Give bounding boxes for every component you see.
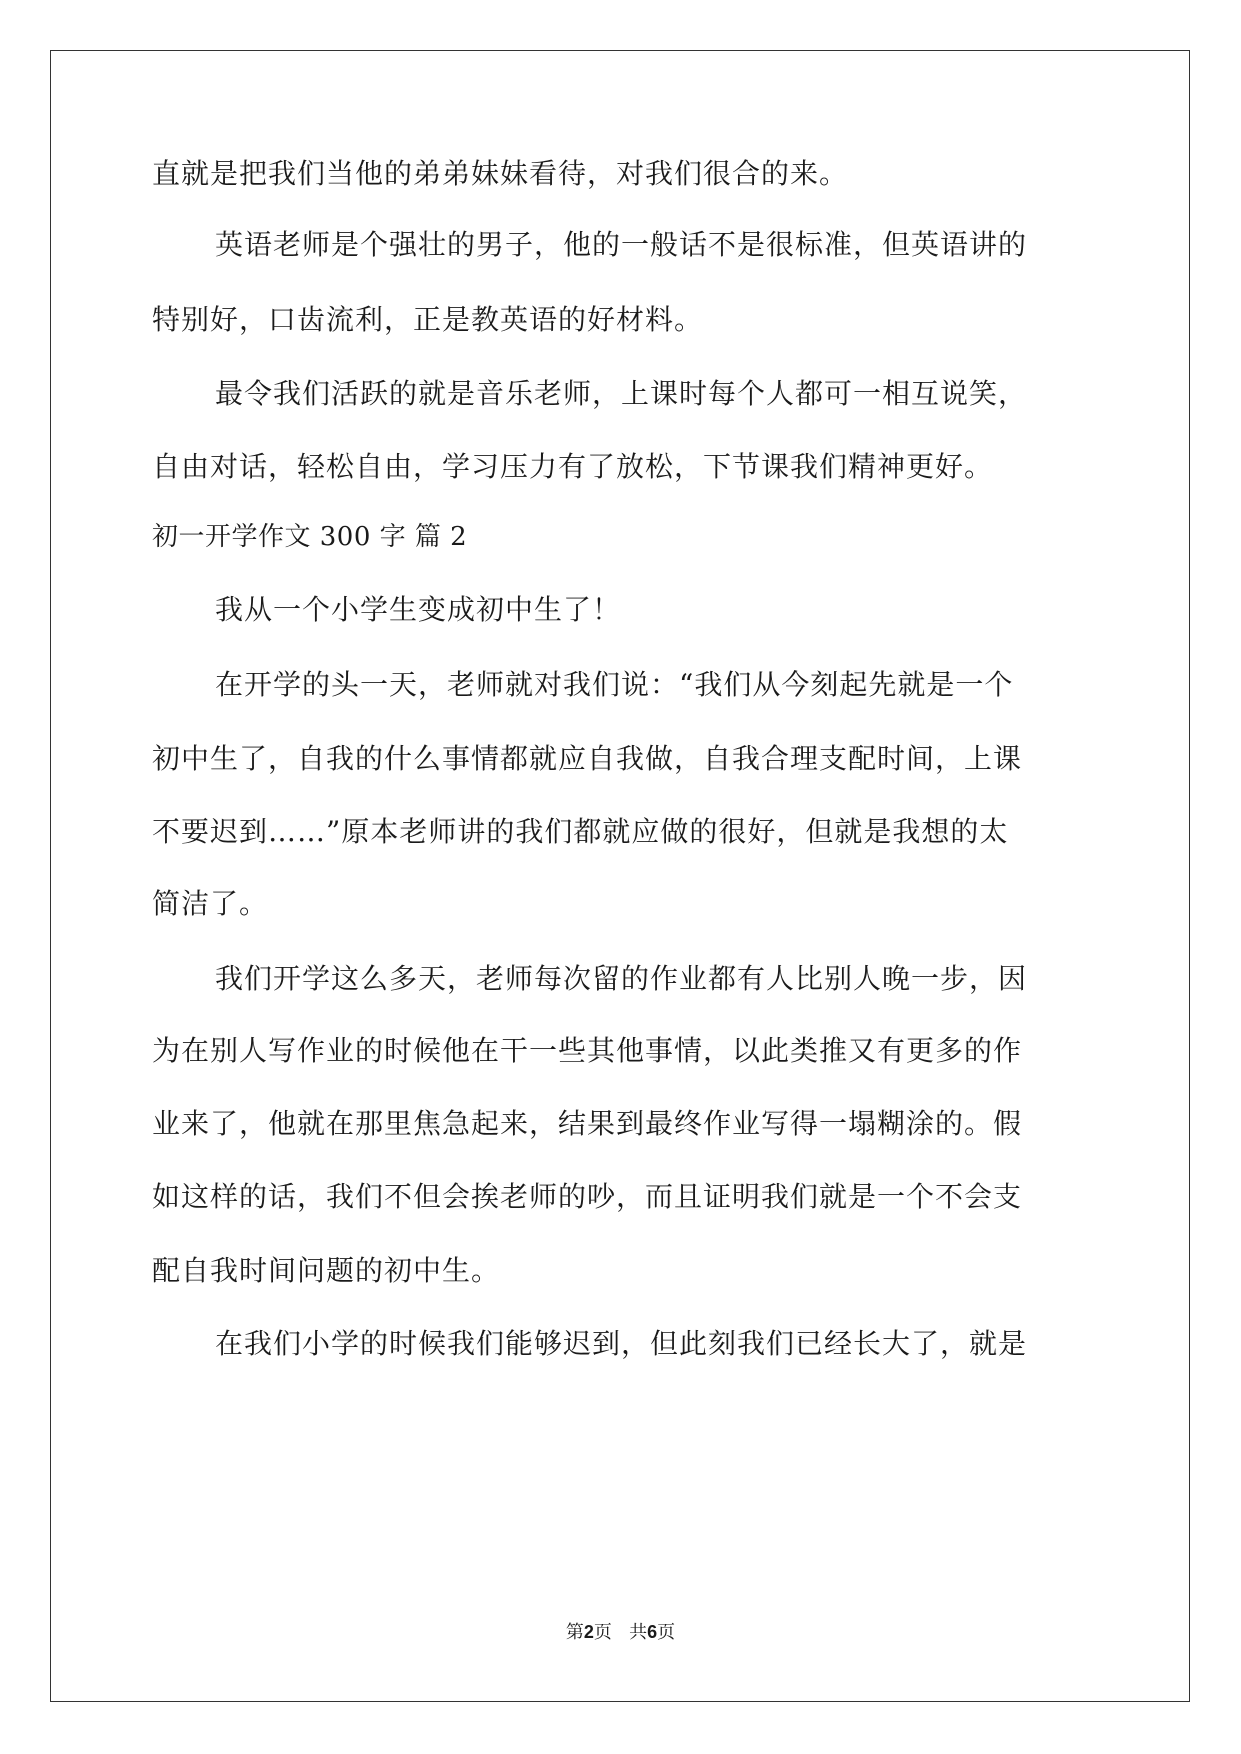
page-border (50, 50, 1190, 1702)
footer-prefix: 第 (565, 1622, 584, 1643)
section-heading: 初一开学作文 300 字 篇 2 (152, 522, 468, 552)
text-line: 我从一个小学生变成初中生了！ (215, 593, 622, 626)
text-line: 特别好，口齿流利，正是教英语的好材料。 (152, 303, 704, 336)
total-page-count: 6 (647, 1622, 658, 1642)
text-line: 为在别人写作业的时候他在干一些其他事情，以此类推又有更多的作 (152, 1034, 1023, 1067)
text-line: 不要迟到……”原本老师讲的我们都就应做的很好，但就是我想的太 (152, 815, 1009, 848)
text-line: 如这样的话，我们不但会挨老师的吵，而且证明我们就是一个不会支 (152, 1180, 1023, 1213)
text-line: 自由对话，轻松自由，学习压力有了放松，下节课我们精神更好。 (152, 450, 994, 483)
text-line: 初中生了，自我的什么事情都就应自我做，自我合理支配时间，上课 (152, 742, 1023, 775)
text-line: 最令我们活跃的就是音乐老师，上课时每个人都可一相互说笑， (215, 377, 1028, 410)
text-line: 业来了，他就在那里焦急起来，结果到最终作业写得一塌糊涂的。假 (152, 1107, 1023, 1140)
footer-middle: 页 共 (593, 1622, 648, 1643)
text-line: 我们开学这么多天，老师每次留的作业都有人比别人晚一步，因 (215, 962, 1028, 995)
text-line: 简洁了。 (152, 887, 269, 920)
text-line: 在开学的头一天，老师就对我们说：“我们从今刻起先就是一个 (215, 668, 1014, 701)
text-line: 直就是把我们当他的弟弟妹妹看待，对我们很合的来。 (152, 157, 849, 190)
text-line: 英语老师是个强壮的男子，他的一般话不是很标准，但英语讲的 (215, 228, 1028, 261)
footer-suffix: 页 (657, 1622, 676, 1643)
text-line: 在我们小学的时候我们能够迟到，但此刻我们已经长大了，就是 (215, 1327, 1028, 1360)
current-page-number: 2 (583, 1622, 594, 1642)
text-line: 配自我时间问题的初中生。 (152, 1254, 501, 1287)
page-footer (0, 1620, 1241, 1645)
